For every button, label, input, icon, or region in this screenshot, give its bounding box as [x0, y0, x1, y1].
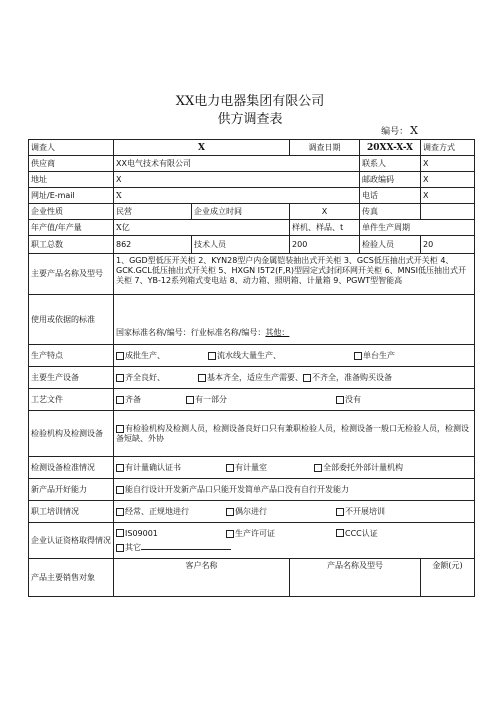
nature-value: 民营 — [114, 204, 192, 220]
production-label: 生产特点 — [29, 345, 114, 367]
phone-value: X — [421, 188, 475, 204]
supplier-label: 供应商 — [29, 156, 114, 172]
certification-options — [114, 523, 475, 559]
checkbox-training-regular[interactable]: 经常、正规地进行 — [116, 507, 226, 517]
staff-label: 职工总数 — [29, 236, 114, 254]
equipment-label: 主要生产设备 — [29, 367, 114, 389]
supplier-value: XX电气技术有限公司 — [114, 156, 360, 172]
form-title: 供方调查表 — [217, 112, 283, 127]
sample-label: 样机、样品、t — [290, 220, 360, 236]
cycle-label: 单件生产周期 — [360, 220, 475, 236]
founded-value: X — [290, 204, 360, 220]
checkbox-external-metrology[interactable]: 全部委托外部计量机构 — [314, 463, 403, 473]
checkbox-batch[interactable]: 成批生产、 — [116, 351, 208, 361]
checkbox-assembly-line[interactable]: 流水线大量生产、 — [208, 351, 354, 361]
website-value: X — [114, 188, 360, 204]
method-label: 调查方式 — [421, 140, 475, 156]
sales-header-product: 产品名称及型号 — [290, 559, 421, 597]
contact-value: X — [421, 156, 475, 172]
checkbox-ccc[interactable]: CCC认证 — [336, 529, 378, 539]
output-label: 年产值/年产量 — [29, 220, 114, 236]
certification-label: 企业认证资格取得情况 — [29, 523, 114, 559]
company-title: XX电力电器集团有限公司 — [175, 94, 325, 109]
sales-header-customer: 客户名称 — [114, 559, 290, 597]
production-options — [114, 345, 475, 367]
checkbox-calibration-cert[interactable]: 有计量确认证书 — [116, 463, 226, 473]
training-label: 职工培训情况 — [29, 501, 114, 523]
date-value: 20XX-X-X — [360, 140, 421, 156]
new-product-label: 新产品开好能力 — [29, 479, 114, 501]
standard-other: 其他： — [265, 328, 290, 337]
fax-label: 传真 — [360, 204, 421, 220]
phone-label: 电话 — [360, 188, 421, 204]
address-label: 地址 — [29, 172, 114, 188]
equipment-options — [114, 367, 475, 389]
checkbox-equipment-incomplete[interactable]: 不齐全，准备购买设备 — [303, 373, 392, 383]
calibration-options — [114, 457, 475, 479]
sales-label: 产品主要销售对象 — [29, 559, 114, 597]
supplier-survey-table — [28, 139, 475, 597]
inspection-label: 检验机构及检测设备 — [29, 411, 114, 457]
checkbox-training-occasional[interactable]: 偶尔进行 — [226, 507, 336, 517]
postcode-value: X — [421, 172, 475, 188]
checkbox-single-unit[interactable]: 单台生产 — [354, 351, 395, 361]
checkbox-training-none[interactable]: 不开展培训 — [336, 507, 385, 517]
address-value: X — [114, 172, 360, 188]
calibration-label: 检测设备检准情况 — [29, 457, 114, 479]
nature-label: 企业性质 — [29, 204, 114, 220]
new-product-options[interactable]: 能自行设计开发新产品口只能开发简单产品口没有自行开发能力 — [114, 479, 475, 501]
sales-header-amount: 金额(元) — [421, 559, 475, 597]
products-value: 1、GGD型低压开关柜 2、KYN28型户内金属铠装抽出式开关柜 3、GCS低压抽出式开关柜 4、GCK.GCL低压抽出式开关柜 5、HXGN I5T2(F,R)型固定式封闭环网开关柜 6、MNSI低压抽出式开关柜 7、YB-12系列箱式变电站 8、动力箱、照明箱、计量箱 9、PGWT型智能高 — [114, 254, 475, 295]
checkbox-process-partial[interactable]: 有一部分 — [186, 395, 336, 405]
founded-label: 企业成立时间 — [192, 204, 290, 220]
postcode-label: 邮政编码 — [360, 172, 421, 188]
investigator-value: X — [114, 140, 290, 156]
checkbox-process-complete[interactable]: 齐备 — [116, 395, 186, 405]
checkbox-production-license[interactable]: 生产许可证 — [226, 529, 336, 539]
standard-value: 国家标准名称/编号：行业标准名称/编号：其他： — [114, 295, 475, 345]
inspector-label: 检验人员 — [360, 236, 421, 254]
output-value: X亿 — [114, 220, 290, 236]
products-label: 主要产品名称及型号 — [29, 254, 114, 295]
process-options — [114, 389, 475, 411]
date-label: 调查日期 — [290, 140, 360, 156]
staff-value: 862 — [114, 236, 192, 254]
checkbox-equipment-basic[interactable]: 基本齐全，适应生产需要、 — [198, 373, 303, 383]
tech-label: 技术人员 — [192, 236, 290, 254]
tech-value: 200 — [290, 236, 360, 254]
inspection-options[interactable]: 有检验机构及检测人员，检测设备良好口只有兼职检验人员，检测设备一般口无检验人员，检测设备短缺、外协 — [114, 411, 475, 457]
contact-label: 联系人 — [360, 156, 421, 172]
checkbox-cert-other[interactable]: 其它 — [116, 543, 472, 553]
standard-label: 使用或依据的标准 — [29, 295, 114, 345]
checkbox-metrology-room[interactable]: 有计量室 — [226, 463, 314, 473]
website-label: 网址/E-mail — [29, 188, 114, 204]
checkbox-equipment-complete[interactable]: 齐全良好、 — [116, 373, 198, 383]
investigator-label: 调查人 — [29, 140, 114, 156]
process-label: 工艺文件 — [29, 389, 114, 411]
training-options — [114, 501, 475, 523]
doc-number: 编号： X — [381, 124, 418, 137]
checkbox-iso9001[interactable]: IS09001 — [116, 529, 226, 539]
inspector-value: 20 — [421, 236, 475, 254]
checkbox-process-none[interactable]: 没有 — [336, 395, 361, 405]
fax-value — [421, 204, 475, 220]
